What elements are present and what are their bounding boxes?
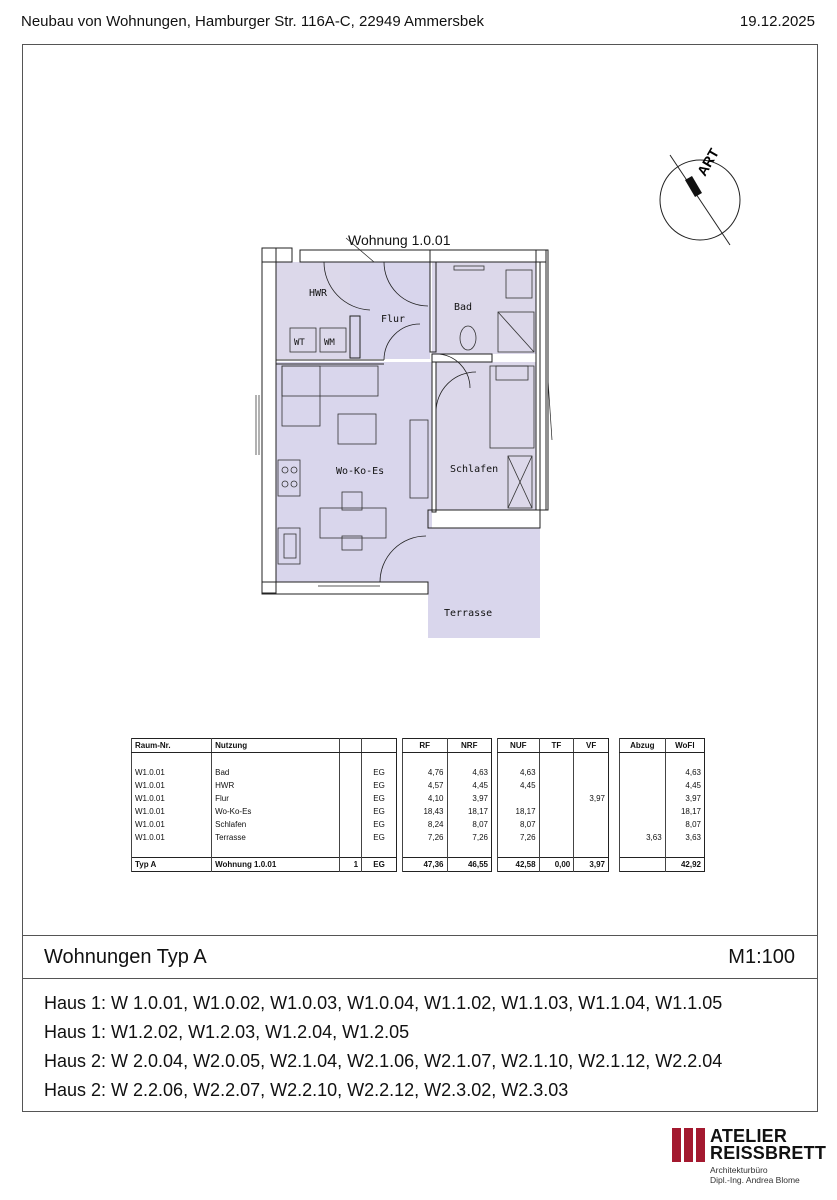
cell-nrf: 8,07 [447,818,492,831]
table-row [403,805,492,818]
total-geschoss: EG [362,858,397,872]
cell-tf [539,792,574,805]
floor-plan [240,225,570,645]
logo-line1: ATELIER [710,1126,788,1146]
cell-nrf: 7,26 [447,831,492,844]
total-raum: Typ A [132,858,212,872]
th-vf: VF [574,739,609,753]
table-row [620,818,705,831]
total-nutzung: Wohnung 1.0.01 [212,858,340,872]
table-row [498,766,609,779]
cell-abzug [620,805,666,818]
th-nrf: NRF [447,739,492,753]
cell-nuf: 4,45 [498,779,540,792]
cell-nuf: 4,63 [498,766,540,779]
logo-line2: REISSBRETT [710,1143,827,1163]
table-row [620,805,705,818]
sheet-scale: M1:100 [728,946,795,968]
unit-label: Wohnung 1.0.01 [348,232,451,248]
cell-nrf: 4,63 [447,766,492,779]
cell-rf: 18,43 [403,805,448,818]
total-anzahl: 1 [340,858,362,872]
table-row [403,779,492,792]
cell-vf [574,805,609,818]
cell-raum: W1.0.01 [132,792,212,805]
room-bad-fill [432,262,536,354]
total-nrf: 46,55 [447,858,492,872]
cell-nutzung: Schlafen [212,818,340,831]
cell-tf [539,766,574,779]
cell-wofl: 3,97 [665,792,704,805]
cell-wofl: 4,63 [665,766,704,779]
cell-raum: W1.0.01 [132,805,212,818]
company-logo [672,1126,827,1198]
north-arrow-icon [645,145,755,255]
area-table-nuf-tf-vf [497,738,609,872]
cell-raum: W1.0.01 [132,766,212,779]
cell-tf [539,779,574,792]
cell-geschoss: EG [362,792,397,805]
cell-nuf [498,792,540,805]
room-schlafen-fill [436,362,536,510]
logo-mark-icon [672,1128,706,1162]
cell-vf [574,831,609,844]
date: 19.12.2025 [739,13,815,30]
house-line: Haus 1: W1.2.02, W1.2.03, W1.2.04, W1.2.05 [44,1022,410,1042]
table-row [498,792,609,805]
cell-vf [574,766,609,779]
house-line: Haus 1: W 1.0.01, W1.0.02, W1.0.03, W1.0.04, W1.1.02, W1.1.03, W1.1.04, W1.1.05 [44,993,723,1013]
area-table-rf-nrf [402,738,492,872]
cell-rf: 4,10 [403,792,448,805]
th-tf: TF [539,739,574,753]
table-row [403,818,492,831]
cell-rf: 4,76 [403,766,448,779]
room-label-flur: Flur [381,314,406,325]
table-row [620,831,705,844]
cell-rf: 8,24 [403,818,448,831]
cell-abzug: 3,63 [620,831,666,844]
room-terrasse-fill [428,528,540,638]
cell-vf: 3,97 [574,792,609,805]
table-row [132,779,397,792]
cell-vf [574,779,609,792]
cell-geschoss: EG [362,831,397,844]
cell-nrf: 3,97 [447,792,492,805]
cell-nuf: 8,07 [498,818,540,831]
cell-nuf: 7,26 [498,831,540,844]
th-raum: Raum-Nr. [132,739,212,753]
cell-geschoss: EG [362,779,397,792]
table-row [498,805,609,818]
cell-tf [539,831,574,844]
cell-rf: 7,26 [403,831,448,844]
compass-label: ART [693,145,722,179]
room-label-hwr: HWR [309,288,328,299]
logo-sub2: Dipl.-Ing. Andrea Blome [710,1175,800,1185]
cell-nrf: 18,17 [447,805,492,818]
room-label-terrasse: Terrasse [444,608,493,619]
table-row [403,766,492,779]
table-row [620,766,705,779]
table-row [132,766,397,779]
cell-abzug [620,779,666,792]
area-table-wofl [619,738,705,872]
cell-raum: W1.0.01 [132,818,212,831]
room-label-wokoes: Wo-Ko-Es [336,466,385,477]
cell-geschoss: EG [362,766,397,779]
cell-raum: W1.0.01 [132,779,212,792]
cell-wofl: 8,07 [665,818,704,831]
project-title: Neubau von Wohnungen, Hamburger Str. 116A-C, 22949 Ammersbek [21,13,485,30]
cell-geschoss: EG [362,805,397,818]
room-label-bad: Bad [454,302,473,313]
cell-nutzung: Flur [212,792,340,805]
table-row [132,818,397,831]
appliance-wt: WT [294,338,305,348]
th-abzug: Abzug [620,739,666,753]
th-rf: RF [403,739,448,753]
house-line: Haus 2: W 2.2.06, W2.2.07, W2.2.10, W2.2.12, W2.3.02, W2.3.03 [44,1080,569,1100]
cell-nutzung: Wo-Ko-Es [212,805,340,818]
cell-abzug [620,818,666,831]
cell-rf: 4,57 [403,779,448,792]
table-row [498,831,609,844]
table-row [403,831,492,844]
cell-tf [539,818,574,831]
total-vf: 3,97 [574,858,609,872]
cell-abzug [620,792,666,805]
total-rf: 47,36 [403,858,448,872]
total-tf: 0,00 [539,858,574,872]
cell-nuf: 18,17 [498,805,540,818]
table-row [498,818,609,831]
total-wofl: 42,92 [665,858,704,872]
house-line: Haus 2: W 2.0.04, W2.0.05, W2.1.04, W2.1.06, W2.1.07, W2.1.10, W2.1.12, W2.2.04 [44,1051,723,1071]
cell-wofl: 18,17 [665,805,704,818]
cell-nutzung: Terrasse [212,831,340,844]
appliance-wm: WM [324,338,335,348]
table-row [132,831,397,844]
cell-wofl: 3,63 [665,831,704,844]
cell-nrf: 4,45 [447,779,492,792]
table-row [403,792,492,805]
table-row [498,779,609,792]
cell-nutzung: Bad [212,766,340,779]
cell-raum: W1.0.01 [132,831,212,844]
table-row [620,779,705,792]
table-row [132,792,397,805]
cell-wofl: 4,45 [665,779,704,792]
th-nuf: NUF [498,739,540,753]
cell-nutzung: HWR [212,779,340,792]
th-nutzung: Nutzung [212,739,340,753]
room-label-schlafen: Schlafen [450,464,499,475]
total-abzug [620,858,666,872]
cell-tf [539,805,574,818]
area-table-rooms [131,738,397,872]
table-row [132,805,397,818]
sheet-title: Wohnungen Typ A [44,946,207,968]
table-row [620,792,705,805]
cell-abzug [620,766,666,779]
cell-geschoss: EG [362,818,397,831]
cell-vf [574,818,609,831]
th-wofl: WoFl [665,739,704,753]
logo-sub1: Architekturbüro [710,1165,768,1175]
total-nuf: 42,58 [498,858,540,872]
